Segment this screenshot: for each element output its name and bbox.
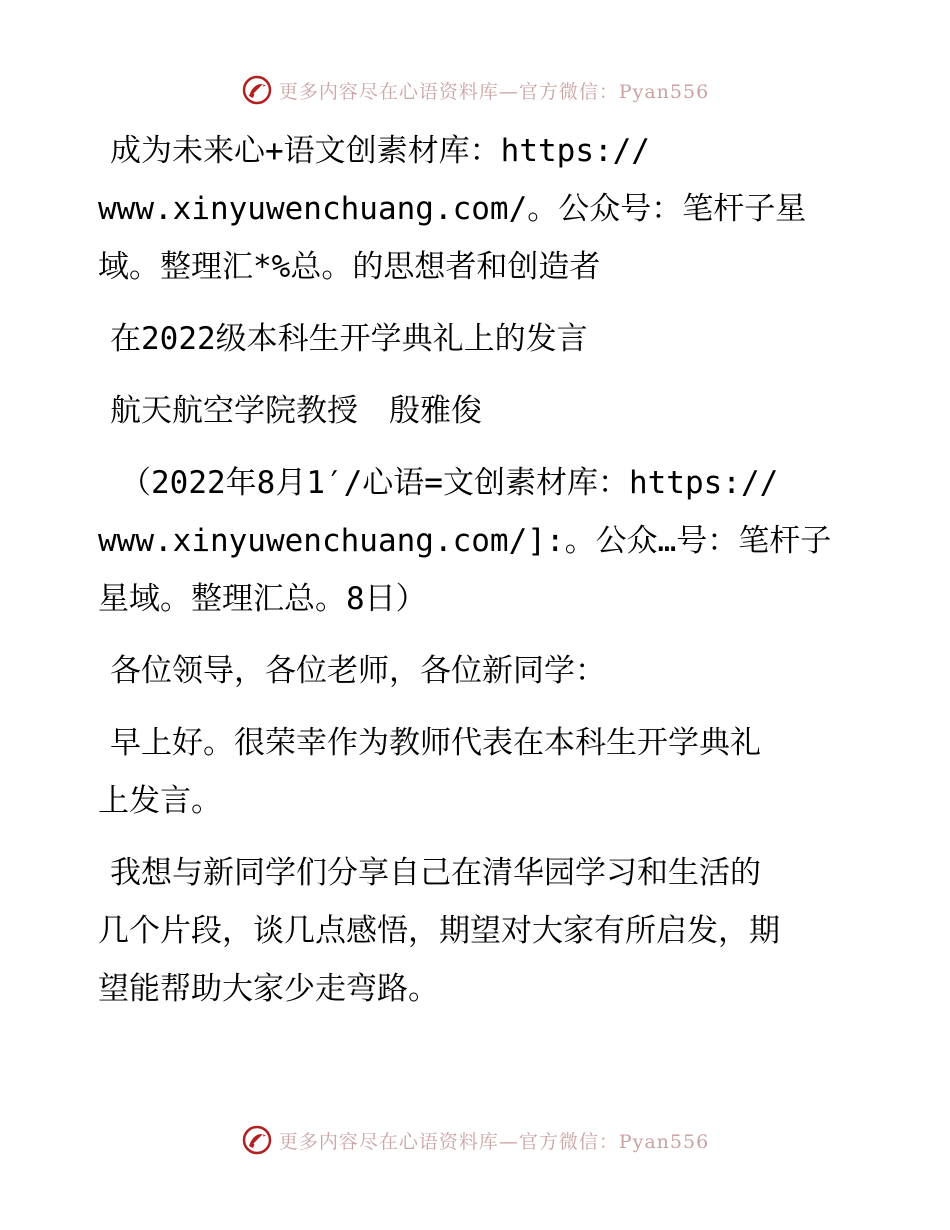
intro-line-3: 域。整理汇*%总。的思想者和创造者 xyxy=(98,249,601,285)
date-line-1: （2022年8月1′/心语=文创素材库：https:// xyxy=(120,465,779,501)
footer-banner xyxy=(0,1120,950,1160)
footer-banner-text: 更多内容尽在心语资料库—官方微信：Pyan556 xyxy=(278,1130,710,1153)
paragraph-1-line-2: 上发言。 xyxy=(98,783,222,819)
intro-line-2: www.xinyuwenchuang.com/。公众号：笔杆子星 xyxy=(98,191,807,227)
swirl-logo-icon xyxy=(241,74,273,106)
speaker-line xyxy=(98,382,868,440)
paragraph-2-line-2: 几个片段，谈几点感悟，期望对大家有所启发，期 xyxy=(98,913,780,949)
date-paragraph xyxy=(98,454,868,628)
intro-paragraph xyxy=(98,122,868,296)
swirl-logo-icon xyxy=(241,1124,273,1156)
paragraph-2 xyxy=(98,844,868,1018)
greeting-paragraph xyxy=(98,642,868,700)
date-line-3: 星域。整理汇总。8日） xyxy=(98,581,427,617)
date-line-2: www.xinyuwenchuang.com/]:。公众…号：笔杆子 xyxy=(98,523,832,559)
paragraph-2-line-3: 望能帮助大家少走弯路。 xyxy=(98,971,439,1007)
intro-line-1: 成为未来心+语文创素材库：https:// xyxy=(110,133,650,169)
document-body xyxy=(98,122,868,1032)
header-banner-text: 更多内容尽在心语资料库—官方微信：Pyan556 xyxy=(278,80,710,103)
paragraph-2-line-1: 我想与新同学们分享自己在清华园学习和生活的 xyxy=(110,855,761,891)
greeting-text: 各位领导，各位老师，各位新同学： xyxy=(110,653,606,689)
speech-title xyxy=(98,310,868,368)
header-banner xyxy=(0,70,950,110)
speaker-text: 航天航空学院教授 殷雅俊 xyxy=(110,393,482,429)
paragraph-1 xyxy=(98,714,868,830)
paragraph-1-line-1: 早上好。很荣幸作为教师代表在本科生开学典礼 xyxy=(110,725,761,761)
speech-title-text: 在2022级本科生开学典礼上的发言 xyxy=(110,321,588,357)
